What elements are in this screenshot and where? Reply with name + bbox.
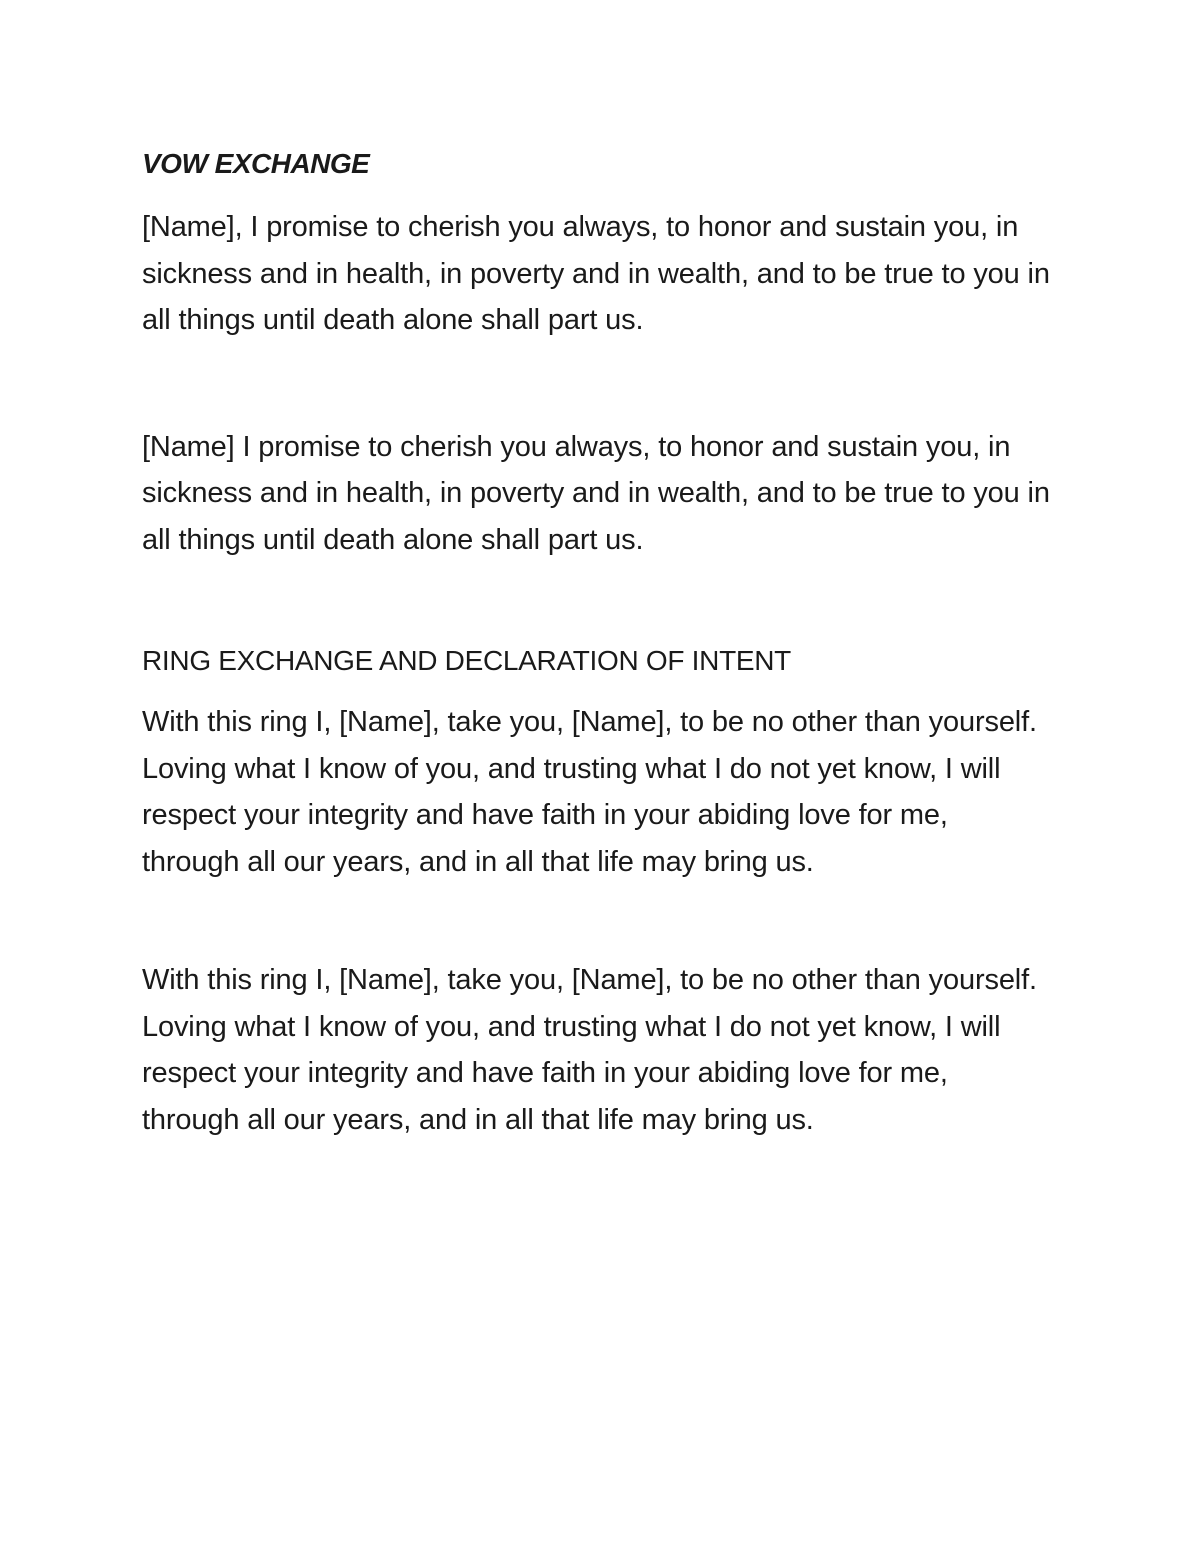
ring-vow-paragraph-1: With this ring I, [Name], take you, [Name], to be no other than yourself. Loving what I know of you, and trusting what I do not yet know, I will respect your integrity and have faith in your abiding love for me, through all our years, and in all that life may bring us. bbox=[142, 706, 1037, 878]
vow-paragraph-1: [Name], I promise to cherish you always, to honor and sustain you, in sickness and in health, in poverty and in wealth, and to be true to you in all things until death alone shall part us. bbox=[142, 211, 1050, 336]
paragraph-spacer bbox=[142, 344, 1052, 424]
paragraph-spacer bbox=[142, 885, 1052, 957]
paragraph-spacer bbox=[142, 563, 1052, 643]
ring-vow-paragraph-2: With this ring I, [Name], take you, [Name], to be no other than yourself. Loving what I know of you, and trusting what I do not yet know, I will respect your integrity and have faith in your abiding love for me, through all our years, and in all that life may bring us. bbox=[142, 964, 1037, 1136]
vow-exchange-heading: VOW EXCHANGE bbox=[142, 148, 370, 179]
vow-paragraph-2: [Name] I promise to cherish you always, to honor and sustain you, in sickness and in health, in poverty and in wealth, and to be true to you in all things until death alone shall part us. bbox=[142, 430, 1050, 556]
document-body bbox=[142, 146, 1052, 1143]
ring-exchange-heading: RING EXCHANGE AND DECLARATION OF INTENT bbox=[142, 645, 791, 676]
